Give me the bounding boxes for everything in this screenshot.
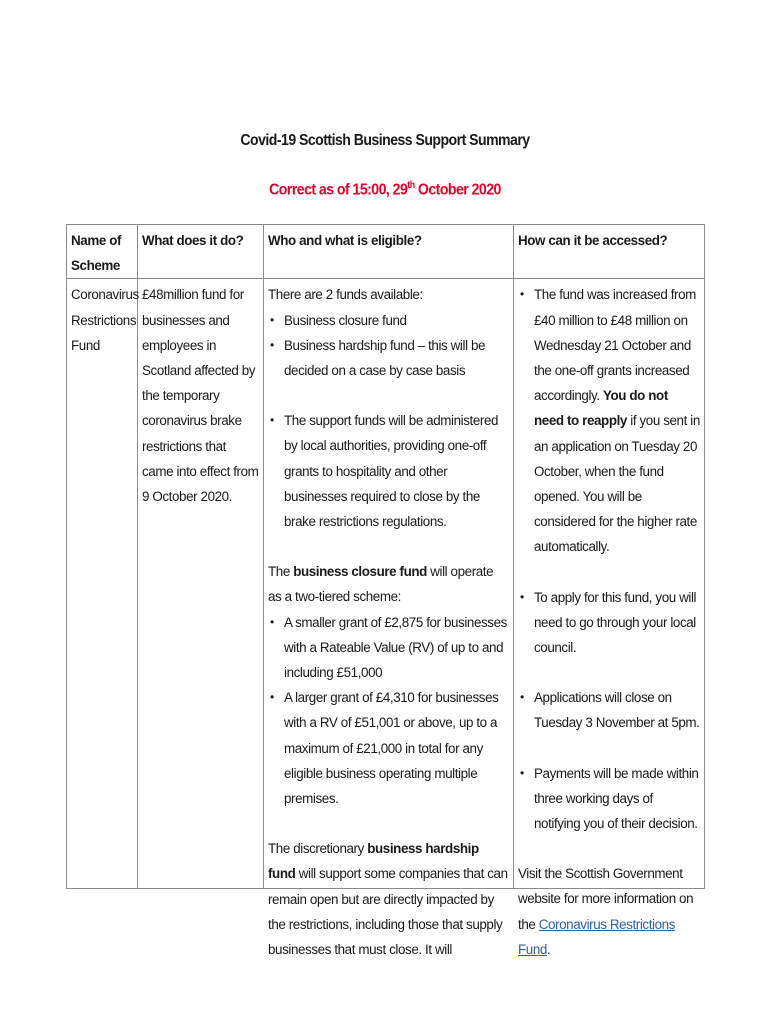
visit-text: Visit the Scottish Government website for more information on the Coronavirus Restrictions Fund. <box>518 866 694 957</box>
cell-what <box>138 279 264 889</box>
header-how-accessed: How can it be accessed? <box>514 225 705 279</box>
header-who-eligible: Who and what is eligible? <box>264 225 514 279</box>
list-item: • Payments will be made within three working days of notifying you of their decision. <box>518 761 700 837</box>
table-header-row <box>67 225 705 279</box>
list-item: • A smaller grant of £2,875 for businesses with a Rateable Value (RV) of up to and including £51,000 <box>268 610 509 686</box>
header-name-of-scheme: Name of Scheme <box>67 225 138 279</box>
cell-who <box>264 279 514 958</box>
restrictions-fund-link[interactable]: Coronavirus Restrictions Fund <box>518 916 676 957</box>
header-what-does-it-do: What does it do? <box>138 225 264 279</box>
list-item: • A larger grant of £4,310 for businesses with a RV of £51,001 or above, up to a maximum of £21,000 in total for any eligible business operating multiple premises. <box>268 685 509 811</box>
subtitle-sup: th <box>407 180 415 191</box>
table-row <box>67 279 705 889</box>
hardship-fund-text: The discretionary business hardship fund will support some companies that can remain open but are directly impacted by the restrictions, including those that supply businesses that must close. It will <box>268 841 508 958</box>
who-intro: There are 2 funds available: <box>268 287 423 303</box>
subtitle-suffix: October 2020 <box>414 181 501 199</box>
payments-list <box>518 761 700 837</box>
subtitle-prefix: Correct as of 15:00, 29 <box>269 181 408 199</box>
support-table <box>66 224 705 958</box>
admin-list <box>268 408 509 534</box>
list-item: • The fund was increased from £40 million to £48 million on Wednesday 21 October and the one-off grants increased accordingly. You do not need to reapply if you sent in an application on Tuesday 20 October, when the fund opened. You will be considered for the higher rate automatically. <box>518 282 700 559</box>
list-item: • Business hardship fund – this will be decided on a case by case basis <box>268 333 509 383</box>
apply-list <box>518 585 700 661</box>
list-item: • Applications will close on Tuesday 3 November at 5pm. <box>518 685 700 735</box>
closure-fund-text: The business closure fund will operate as a two-tiered scheme: <box>268 564 494 605</box>
scheme-name: Coronavirus Restrictions Fund <box>71 287 139 353</box>
grants-list <box>268 610 509 812</box>
access-list <box>518 282 700 559</box>
document-title: Covid-19 Scottish Business Support Summary <box>240 132 530 149</box>
cell-how <box>514 279 705 957</box>
list-item: • Business closure fund <box>268 308 509 333</box>
what-description: £48million fund for businesses and employees in Scotland affected by the temporary coronavirus brake restrictions that came into effect from 9 October 2020. <box>142 287 259 505</box>
funds-list <box>268 308 509 384</box>
close-list <box>518 685 700 735</box>
list-item: • To apply for this fund, you will need to go through your local council. <box>518 585 700 661</box>
list-item: • The support funds will be administered by local authorities, providing one-off grants to hospitality and other businesses required to close by the brake restrictions regulations. <box>268 408 509 534</box>
document-subtitle <box>46 180 724 199</box>
cell-scheme-name <box>67 279 138 889</box>
